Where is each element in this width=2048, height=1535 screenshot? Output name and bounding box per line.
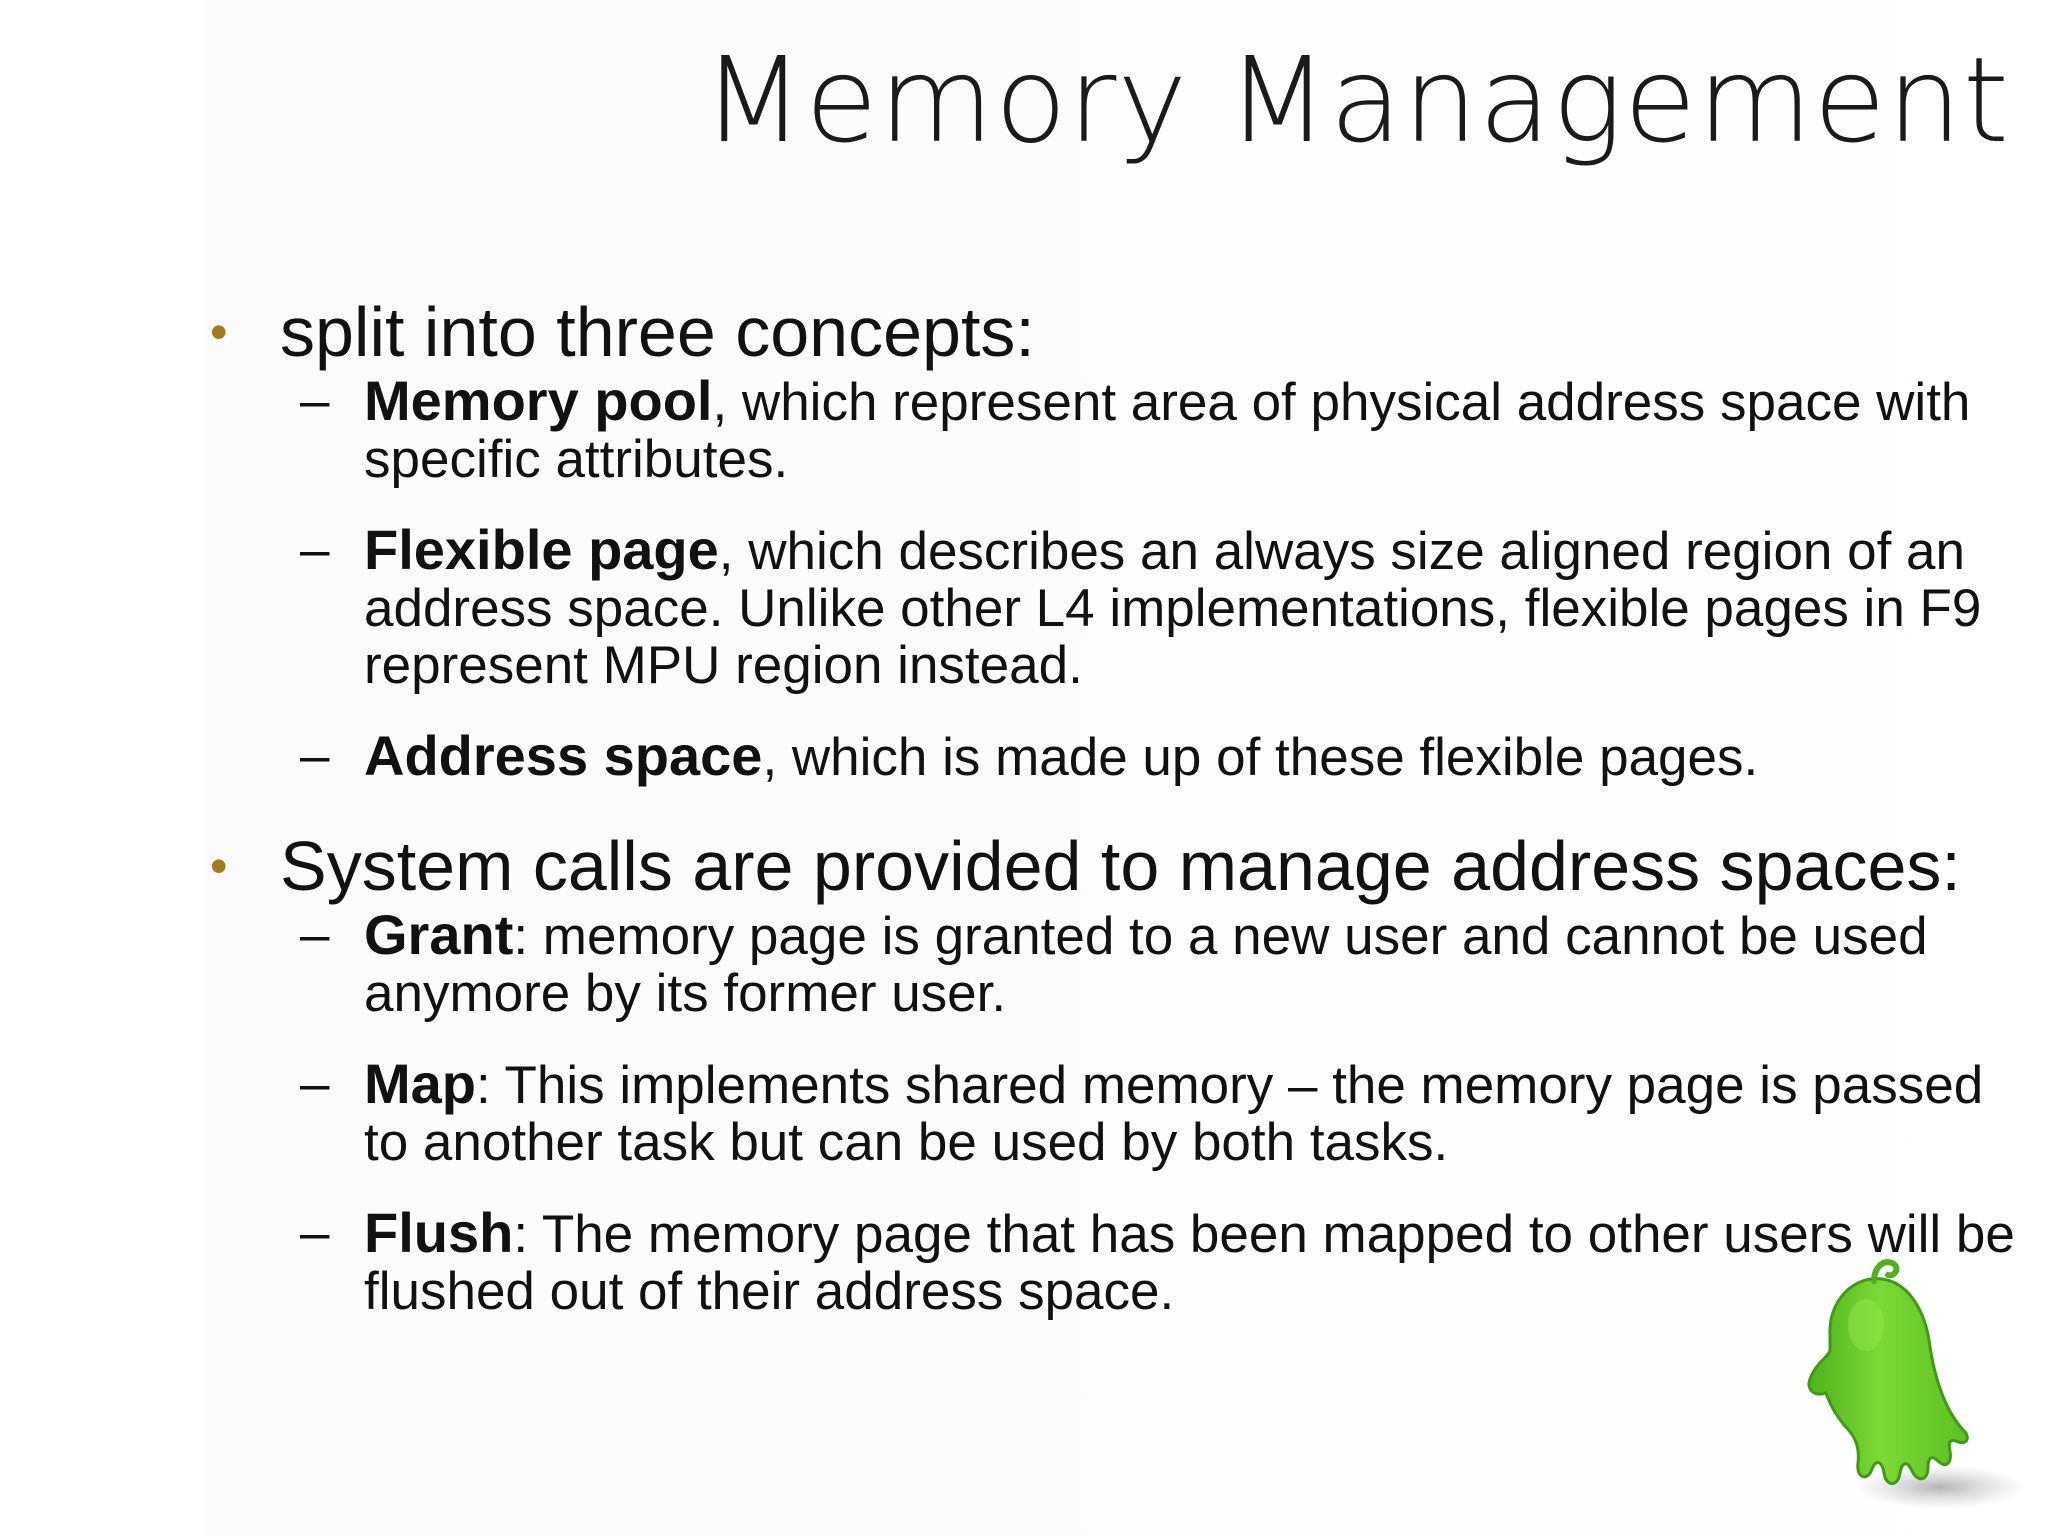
bullet-item bbox=[210, 292, 2020, 786]
bullet-icon: • bbox=[210, 838, 228, 894]
sub-item bbox=[280, 518, 2020, 695]
sub-text: , which describes an always size aligned region of an address space. Unlike other L4 implementations, flexible pages in F9 represent MPU region instead. bbox=[364, 522, 1982, 695]
sub-item bbox=[280, 369, 2020, 489]
dash-icon: – bbox=[300, 520, 330, 579]
bullet-text: System calls are provided to manage address spaces: bbox=[280, 827, 1961, 905]
bullet-icon: • bbox=[210, 304, 228, 360]
sub-item bbox=[280, 1052, 2020, 1172]
sub-text: : This implements shared memory – the memory page is passed to another task but can be used by both tasks. bbox=[364, 1056, 1984, 1172]
green-ghost-mascot-icon bbox=[1770, 1255, 2030, 1515]
slide-title: Memory Management bbox=[702, 31, 2010, 169]
sub-term: Memory pool bbox=[364, 369, 713, 432]
sub-term: Flexible page bbox=[364, 518, 719, 581]
sub-term: Address space bbox=[364, 724, 763, 787]
sub-text: , which represent area of physical address space with specific attributes. bbox=[364, 373, 1971, 489]
sub-text: , which is made up of these flexible pages. bbox=[762, 728, 1759, 787]
sub-item bbox=[280, 903, 2020, 1023]
dash-icon: – bbox=[300, 371, 330, 430]
sub-text: : memory page is granted to a new user and cannot be used anymore by its former user. bbox=[364, 907, 1928, 1023]
sub-list bbox=[280, 369, 2020, 787]
dash-icon: – bbox=[300, 726, 330, 785]
dash-icon: – bbox=[300, 905, 330, 964]
dash-icon: – bbox=[300, 1054, 330, 1113]
sub-term: Grant bbox=[364, 903, 514, 966]
bullet-item bbox=[210, 826, 2020, 1320]
sub-term: Flush bbox=[364, 1201, 514, 1264]
sub-list bbox=[280, 903, 2020, 1321]
sub-term: Map bbox=[364, 1052, 476, 1115]
sub-item bbox=[280, 724, 2020, 787]
bullet-text: split into three concepts: bbox=[280, 293, 1035, 371]
dash-icon: – bbox=[300, 1203, 330, 1262]
sub-item bbox=[280, 1201, 2020, 1321]
sub-text: : The memory page that has been mapped to other users will be flushed out of their address space. bbox=[364, 1205, 2015, 1321]
bullet-list bbox=[210, 292, 2020, 1320]
